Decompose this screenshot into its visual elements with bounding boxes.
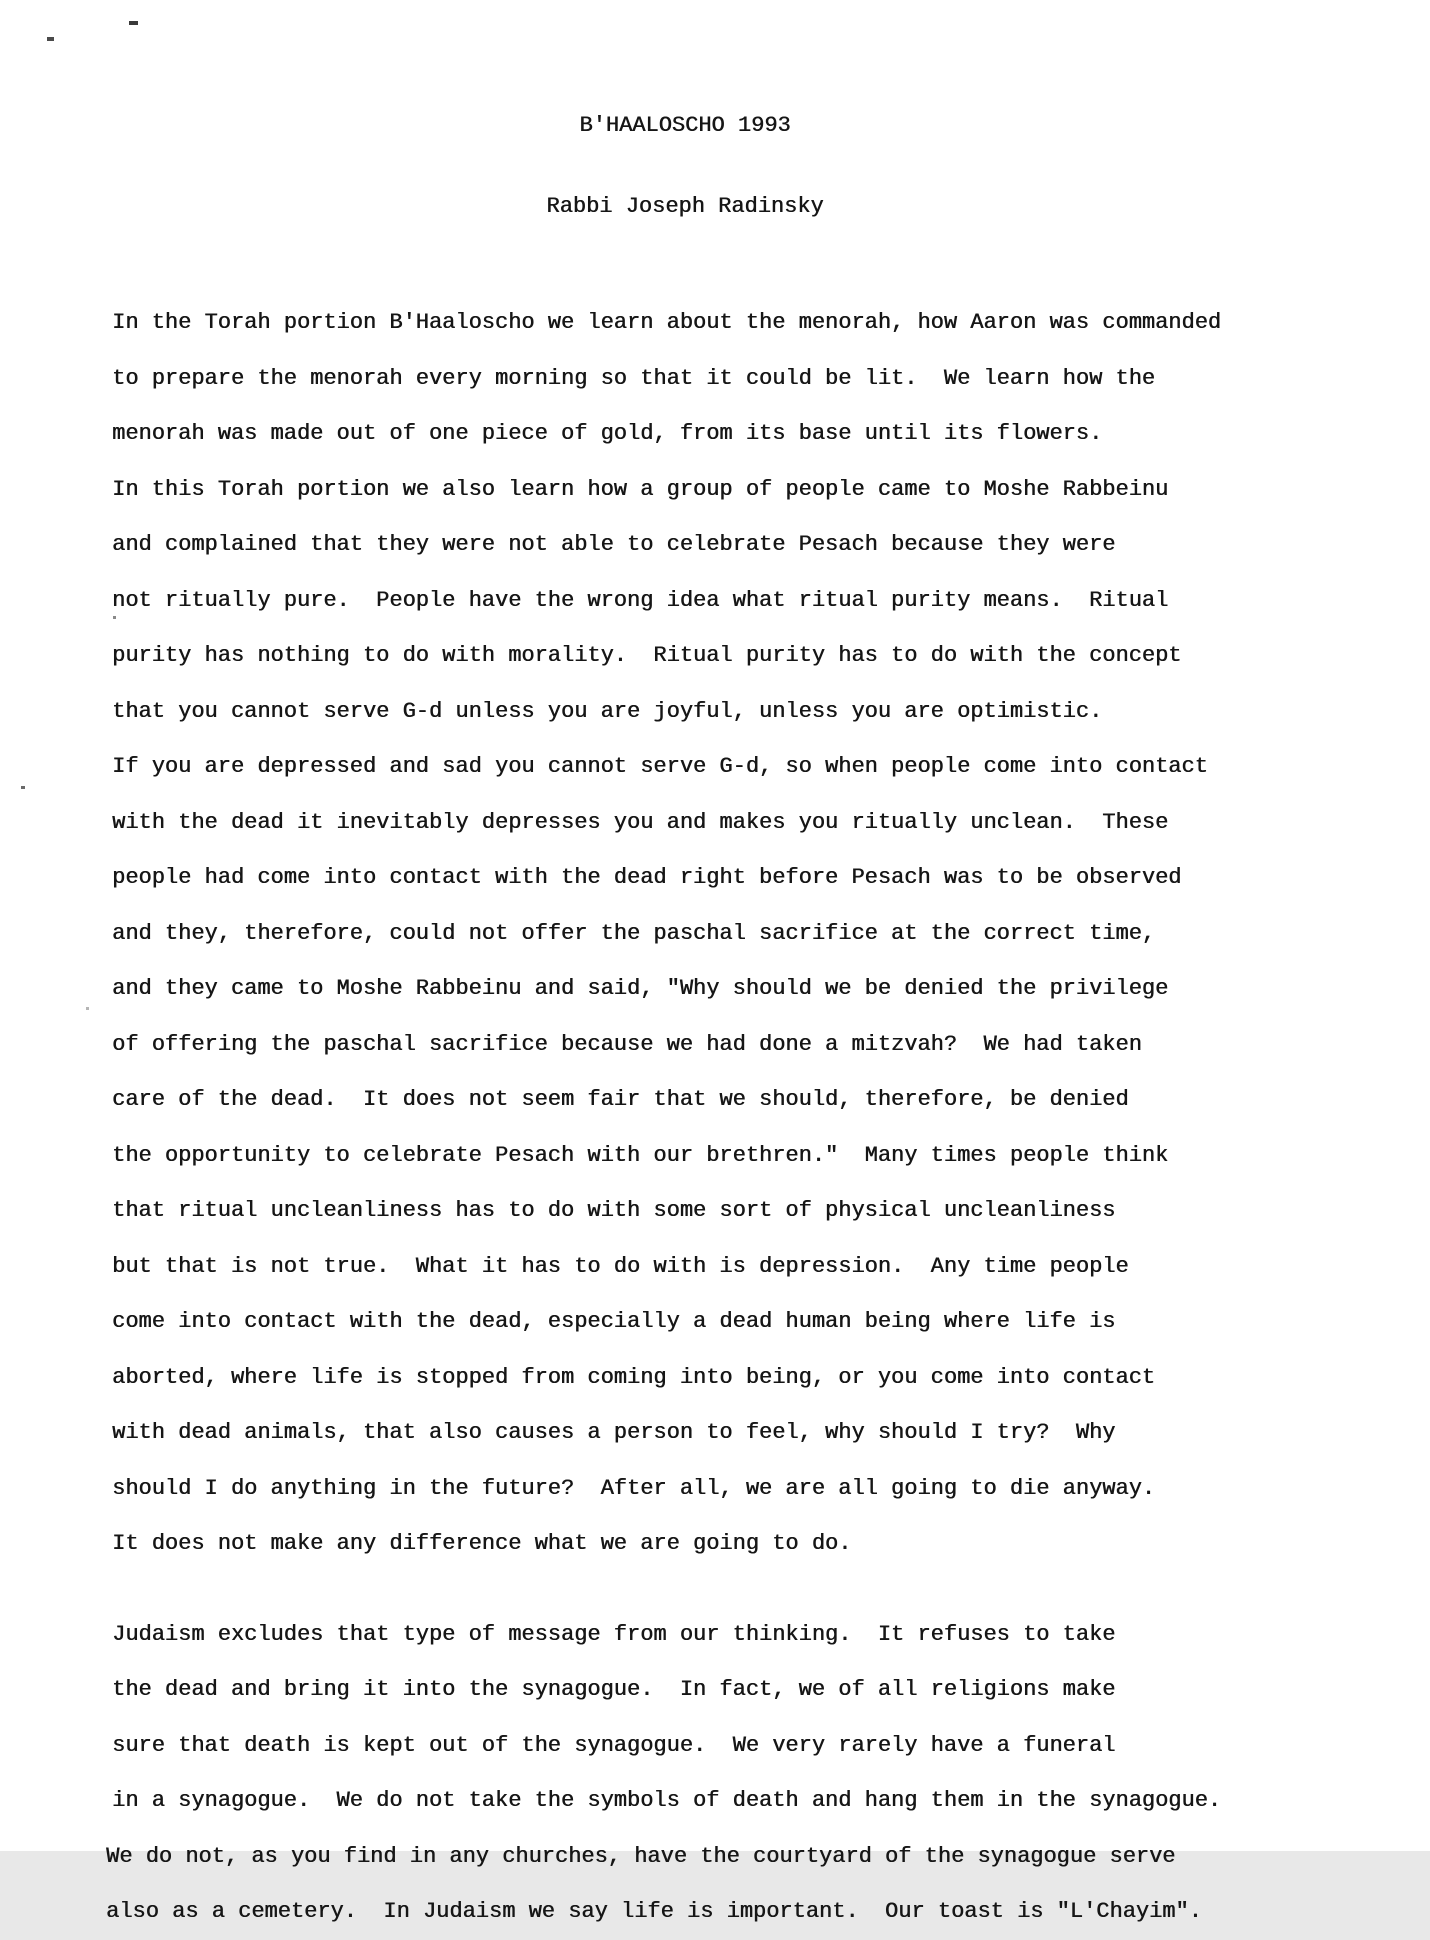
text-line: that you cannot serve G-d unless you are joyful, unless you are optimistic. [112,698,1103,724]
text-line: people had come into contact with the dead right before Pesach was to be observed [112,865,1182,890]
scan-artifact-mark [47,37,54,41]
text-line: not ritually pure. People have the wrong idea what ritual purity means. Ritual [112,587,1169,613]
text-line: of offering the paschal sacrifice because we had done a mitzvah? We had taken [112,1031,1142,1057]
document-title: B'HAALOSCHO 1993 [579,113,791,138]
paragraph [112,295,1258,1572]
paragraph [106,1607,1258,1940]
text-line: with the dead it inevitably depresses you and makes you ritually unclean. These [112,809,1169,835]
text-line: Judaism excludes that type of message from our thinking. It refuses to take [112,1621,1116,1647]
text-line: in a synagogue. We do not take the symbols of death and hang them in the synagogue. [112,1788,1221,1813]
scan-artifact-mark [129,21,138,25]
text-line: also as a cemetery. In Judaism we say life is important. Our toast is "L'Chayim". [106,1899,1202,1924]
text-line: We do not, as you find in any churches, have the courtyard of the synagogue serve [106,1843,1176,1869]
text-line: with dead animals, that also causes a person to feel, why should I try? Why [112,1420,1116,1445]
text-line: purity has nothing to do with morality. Ritual purity has to do with the concept [112,643,1182,668]
text-line: If you are depressed and sad you cannot serve G-d, so when people come into contact [112,754,1208,779]
text-line: In the Torah portion B'Haaloscho we learn about the menorah, how Aaron was commanded [112,310,1221,335]
text-line: It does not make any difference what we are going to do. [112,1531,852,1556]
document-byline: Rabbi Joseph Radinsky [546,194,824,219]
text-line: In this Torah portion we also learn how a group of people came to Moshe Rabbeinu [112,476,1169,502]
text-line: to prepare the menorah every morning so that it could be lit. We learn how the [112,365,1155,391]
text-line: and they, therefore, could not offer the paschal sacrifice at the correct time, [112,920,1155,946]
text-line: and they came to Moshe Rabbeinu and said, "Why should we be denied the privilege [112,976,1169,1001]
text-line: the opportunity to celebrate Pesach with our brethren." Many times people think [112,1142,1169,1168]
text-line: come into contact with the dead, especially a dead human being where life is [112,1309,1116,1334]
text-line: that ritual uncleanliness has to do with some sort of physical uncleanliness [112,1198,1116,1223]
text-line: aborted, where life is stopped from coming into being, or you come into contact [112,1364,1155,1390]
text-line: and complained that they were not able to celebrate Pesach because they were [112,532,1116,557]
text-line: but that is not true. What it has to do with is depression. Any time people [112,1253,1129,1279]
text-line: menorah was made out of one piece of gold, from its base until its flowers. [112,421,1103,446]
document-body [106,58,1258,1940]
text-line: the dead and bring it into the synagogue. In fact, we of all religions make [112,1677,1116,1702]
scan-artifact-mark [86,1007,89,1010]
text-line: should I do anything in the future? After all, we are all going to die anyway. [112,1475,1155,1501]
text-line: care of the dead. It does not seem fair that we should, therefore, be denied [112,1087,1129,1112]
text-line: sure that death is kept out of the synagogue. We very rarely have a funeral [112,1732,1116,1758]
document-header [112,58,1258,274]
scan-artifact-mark [21,786,25,789]
